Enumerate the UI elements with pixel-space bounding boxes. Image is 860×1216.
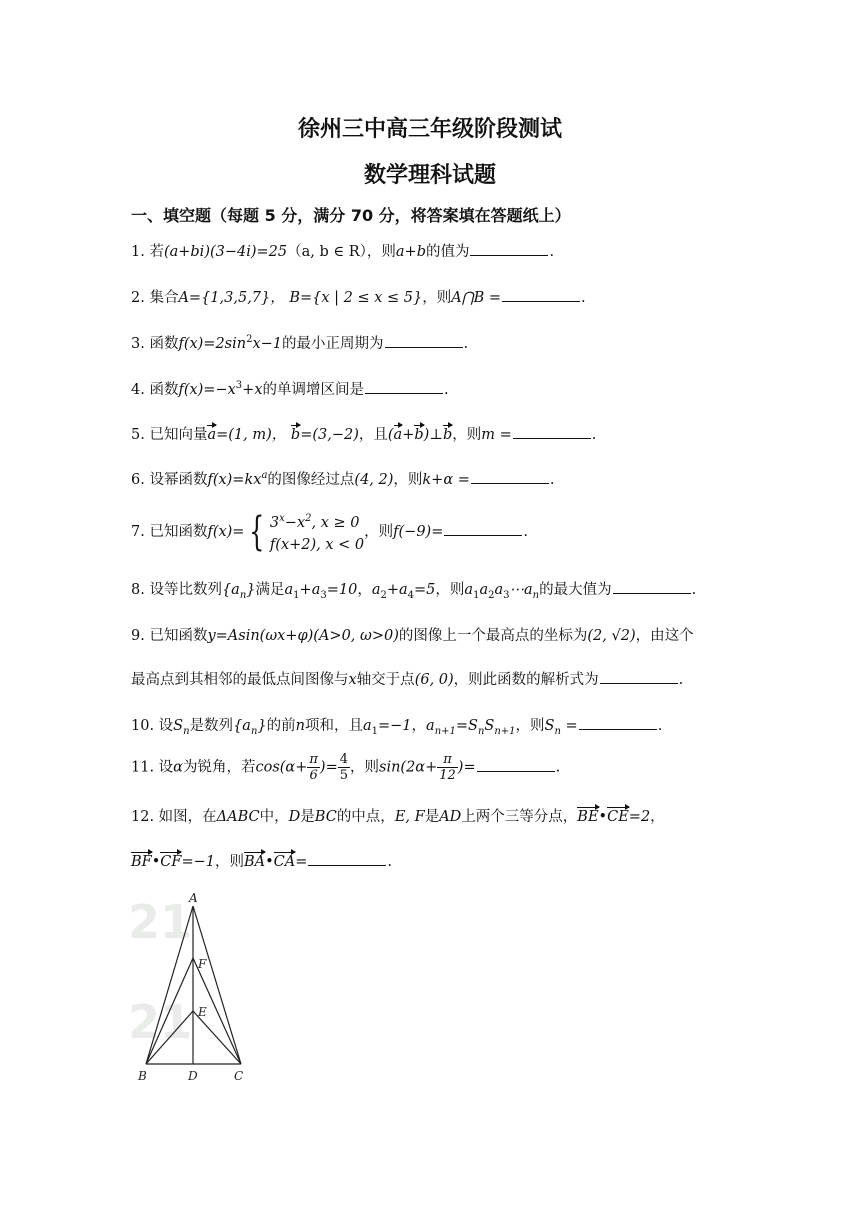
label-C: C xyxy=(234,1069,244,1083)
triangle-figure xyxy=(128,888,268,1088)
section-heading: 一、填空题（每题 5 分，满分 70 分，将答案填在答题纸上） xyxy=(131,206,571,225)
answer-blank[interactable] xyxy=(385,333,463,348)
answer-blank[interactable] xyxy=(600,669,678,684)
answer-blank[interactable] xyxy=(470,241,548,256)
answer-blank[interactable] xyxy=(513,424,591,439)
question-8: 8. 设等比数列$\{a_n\}$满足$a_1+a_3=10$，$a_2+a_4=5$，则$a_1a_2a_3\cdots a_n$的最大值为 . xyxy=(131,578,696,601)
answer-blank[interactable] xyxy=(477,757,555,772)
answer-blank[interactable] xyxy=(502,287,580,302)
label-A: A xyxy=(189,891,198,905)
label-E: E xyxy=(198,1005,207,1019)
watermark-bottom: 21 xyxy=(128,995,193,1049)
question-11: 11. 设α为锐角，若cos(α+ $\frac{\pi}{6}$ )= $\frac{4}{5}$ ，则sin(2α+ $\frac{\pi}{12}$ )= . xyxy=(131,752,561,783)
page-title: 徐州三中高三年级阶段测试 xyxy=(297,117,562,142)
answer-blank[interactable] xyxy=(471,469,549,484)
answer-blank[interactable] xyxy=(365,379,443,394)
question-1: 1. 若(a+bi)(3−4i)=25（a, b ∈ R），则a+b的值为 . xyxy=(131,240,554,261)
side-AC xyxy=(193,906,241,1064)
question-6: 6. 设幂函数$f(x)=kx^a$的图像经过点(4, 2)，则k+α = . xyxy=(131,470,555,488)
question-10: 10. 设$S_n$是数列$\{a_n\}$的前n项和，且$a_1=-1$，$a_{n+1}=S_nS_{n+1}$，则$S_n$ = . xyxy=(131,714,662,737)
question-12-line-1: 12. 如图，在ΔABC中，D是BC的中点，E, F是AD上两个三等分点，BE•CE=2， xyxy=(131,809,665,825)
label-F: F xyxy=(198,957,207,971)
answer-blank[interactable] xyxy=(579,715,657,730)
question-3: 3. 函数$f(x)=2\sin^2x-1$的最小正周期为 . xyxy=(131,334,469,352)
question-4: 4. 函数$f(x)=-x^3+x$的单调增区间是 . xyxy=(131,380,449,398)
answer-blank[interactable] xyxy=(613,579,691,594)
question-2: 2. 集合A={1,3,5,7}， B={x | 2 ≤ x ≤ 5}，则A⋂B = . xyxy=(131,286,586,307)
answer-blank[interactable] xyxy=(444,521,522,536)
answer-blank[interactable] xyxy=(308,851,386,866)
label-B: B xyxy=(138,1069,147,1083)
watermark-top: 21 xyxy=(128,895,193,949)
question-5: 5. 已知向量a=(1, m)， b=(3,−2)，且(a+b)⊥b，则m = . xyxy=(131,423,596,444)
label-D: D xyxy=(188,1069,198,1083)
question-9-line-1: 9. 已知函数y=Asin(ωx+φ)(A>0, ω>0)的图像上一个最高点的坐标为(2, √2)，由这个 xyxy=(131,628,694,644)
question-12-line-2: BF•CF=−1，则BA•CA= . xyxy=(131,850,392,871)
page-subtitle: 数学理科试题 xyxy=(363,163,496,188)
question-7: 7. 已知函数f(x)= { $3^x-x^2$, x ≥ 0 f(x+2), x < 0 ，则f(−9)= . xyxy=(131,508,528,555)
question-9-line-2: 最高点到其相邻的最低点间图像与x轴交于点(6, 0)，则此函数的解析式为 . xyxy=(131,668,683,689)
